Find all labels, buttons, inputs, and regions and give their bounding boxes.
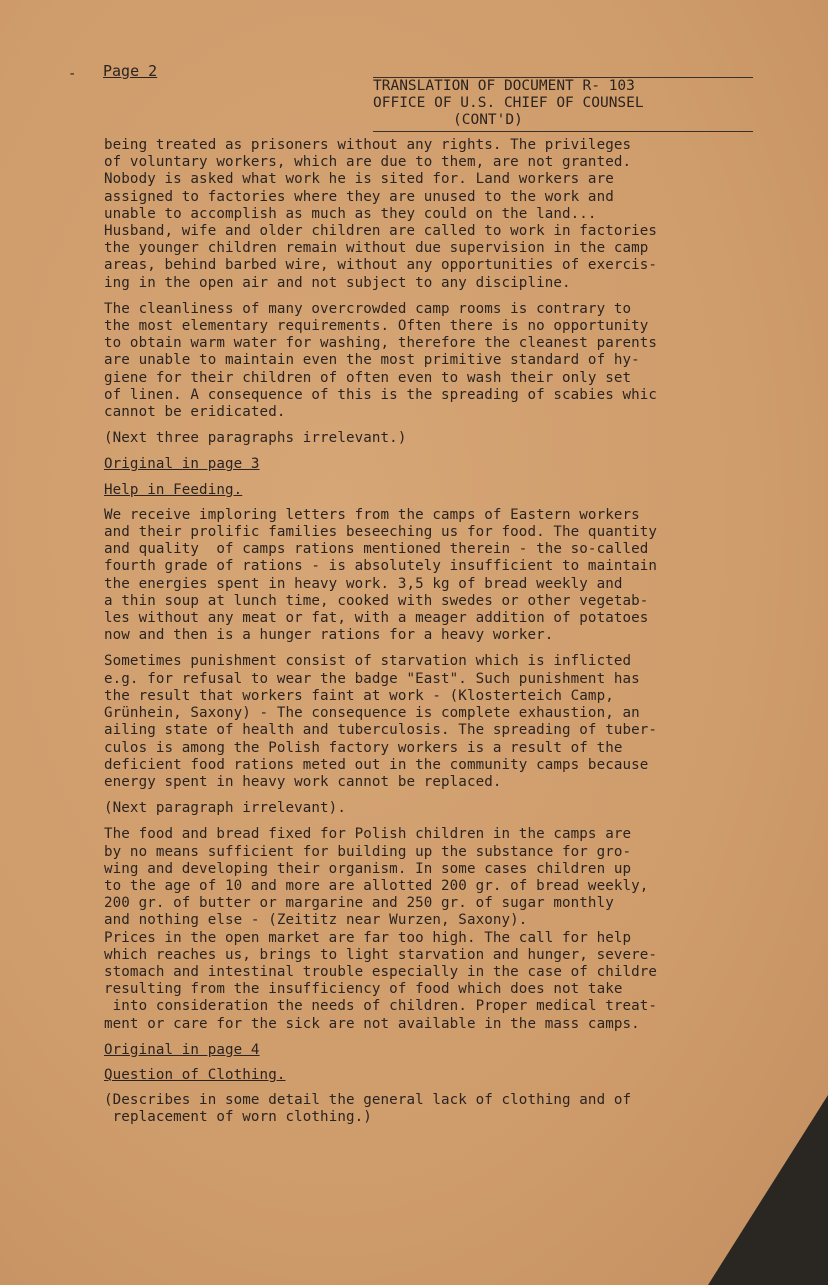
paragraph-treatment: being treated as prisoners without any rights. The privileges of voluntary workers, which are due to them, are not granted. Nobody is asked what work he is sited for. Land workers are assigned to factories where they are unused to the work and unable to accomplish as much as they could on the land... Husband, wife and older children are called to work in factories the younger children remain without due supervision in the camp areas, behind barbed wire, without any opportunities of exercis- ing in the open air and not subject to any discipline. <box>104 137 658 291</box>
margin-dash: - <box>68 66 77 82</box>
heading-help-in-feeding: Help in Feeding. <box>104 481 243 498</box>
paragraph-punishment: Sometimes punishment consist of starvation which is inflicted e.g. for refusal to wear the badge "East". Such punishment has the result that workers faint at work - (Klosterteich Camp, Grünhein, Saxony) - The consequence is complete exhaustion, an ailing state of health and tuberculosis. The spreading of tuber- culos is among the Polish factory workers is a result of the deficient food rations meted out in the community camps because energy spent in heavy work cannot be replaced. <box>104 653 658 790</box>
paragraph-clothing: (Describes in some detail the general lack of clothing and of replacement of worn clothing.) <box>104 1092 632 1126</box>
paragraph-children-food: The food and bread fixed for Polish children in the camps are by no means sufficient for building up the substance for gro- wing and developing their organism. In some cases children up to the age of 10 and more are allotted 200 gr. of bread weekly, 200 gr. of butter or margarine and 250 gr. of sugar monthly and nothing else - (Zeititz near Wurzen, Saxony). Prices in the open market are far too high. The call for help which reaches us, brings to light starvation and hunger, severe- stomach and intestinal trouble especially in the case of childre resulting from the insufficiency of food which does not take into consideration the needs of children. Proper medical treat- ment or care for the sick are not available in the mass camps. <box>104 826 658 1032</box>
document-body <box>104 137 764 1136</box>
paragraph-cleanliness: The cleanliness of many overcrowded camp rooms is contrary to the most elementary requirements. Often there is no opportunity to obtain warm water for washing, therefore the cleanest parents are unable to maintain even the most primitive standard of hy- giene for their children of often even to wash their only set of linen. A consequence of this is the spreading of scabies whic cannot be eridicated. <box>104 300 658 421</box>
heading-question-of-clothing: Question of Clothing. <box>104 1066 286 1083</box>
heading-original-page-4: Original in page 4 <box>104 1041 260 1058</box>
header-line-3: (CONT'D) <box>453 112 523 128</box>
header-line-1: TRANSLATION OF DOCUMENT R- 103 <box>373 78 635 94</box>
paragraph-irrelevant-note-2: (Next paragraph irrelevant). <box>104 800 346 817</box>
heading-original-page-3: Original in page 3 <box>104 456 260 473</box>
page-number: Page 2 <box>103 62 158 80</box>
paragraph-imploring-letters: We receive imploring letters from the camps of Eastern workers and their prolific families beseeching us for food. The quantity and quality of camps rations mentioned therein - the so-called fourth grade of rations - is absolutely insufficient to maintain the energies spent in heavy work. 3,5 kg of bread weekly and a thin soup at lunch time, cooked with swedes or other vegetab- les without any meat or fat, with a meager addition of potatoes now and then is a hunger rations for a heavy worker. <box>104 506 658 644</box>
document-header <box>373 77 753 129</box>
header-rule <box>373 131 753 132</box>
header-line-2: OFFICE OF U.S. CHIEF OF COUNSEL <box>373 95 644 111</box>
paragraph-irrelevant-note: (Next three paragraphs irrelevant.) <box>104 430 407 447</box>
